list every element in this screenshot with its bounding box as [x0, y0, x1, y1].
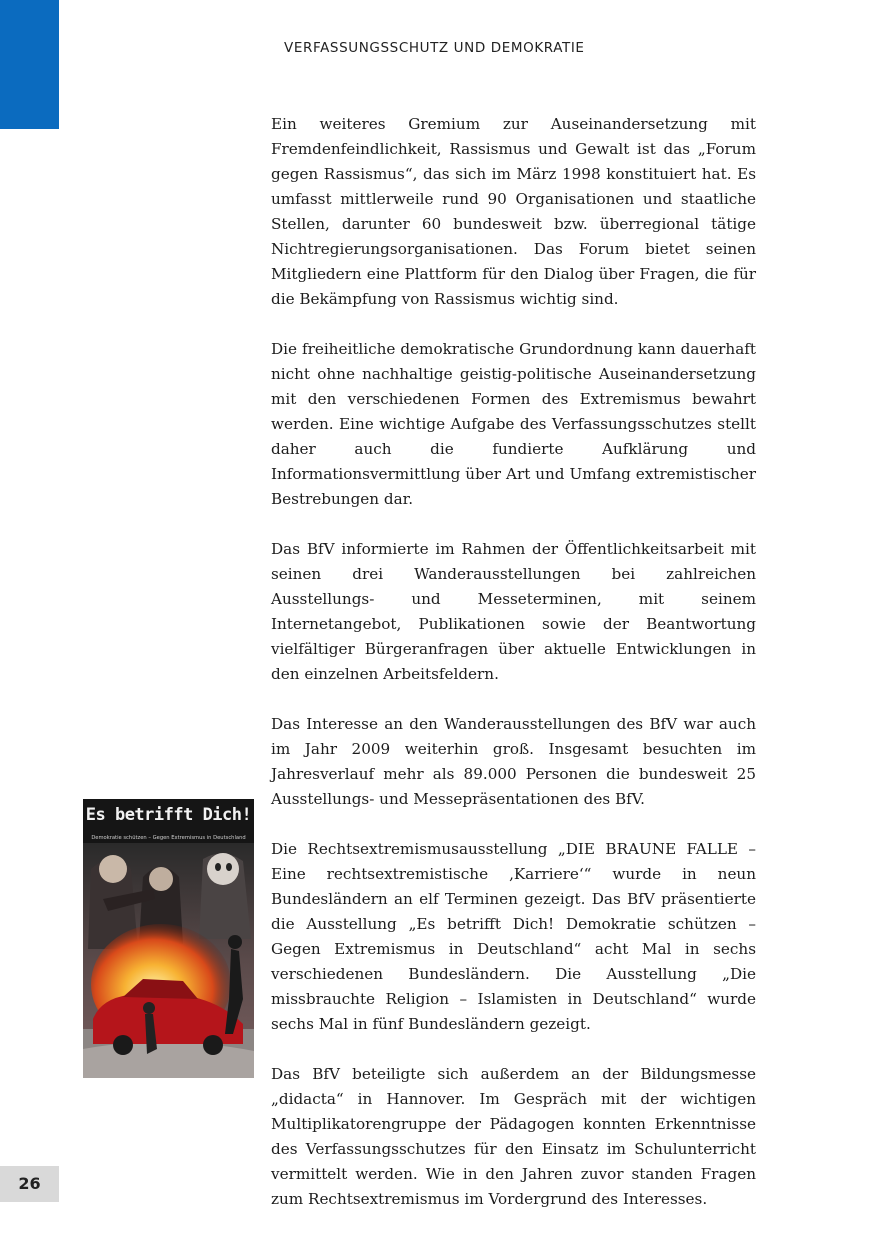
paragraph: Das Interesse an den Wanderausstellungen des BfV war auch im Jahr 2009 weiterhin groß. Insgesamt besuchten im Jahresverlauf mehr als 89.000 Personen die bundesweit 25 Ausstellungs- und Messepräsentationen des BfV. — [271, 715, 756, 808]
paragraph: Die Rechtsextremismusausstellung „DIE BRAUNE FALLE – Eine rechtsextremistische ‚Karriere‘“ wurde in neun Bundesländern an elf Terminen gezeigt. Das BfV präsentierte die Ausstellung „Es betrifft Dich! Demokratie schützen – Gegen Extremismus in Deutschland“ acht Mal in sechs verschiedenen Bundesländern. Die Ausstellung „Die missbrauchte Religion – Islamisten in Deutschland“ wurde sechs Mal in fünf Bundesländern gezeigt. — [271, 840, 756, 1033]
paragraph: Das BfV informierte im Rahmen der Öffentlichkeitsarbeit mit seinen drei Wanderausstellungen bei zahlreichen Ausstellungs- und Messeterminen, mit seinem Internetangebot, Publikationen sowie der Beantwortung vielfältiger Bürgeranfragen über aktuelle Entwicklungen in den einzelnen Arbeitsfeldern. — [271, 540, 756, 683]
paragraph: Das BfV beteiligte sich außerdem an der Bildungsmesse „didacta“ in Hannover. Im Gespräch mit der wichtigen Multiplikatorengruppe der Pädagogen konnten Erkenntnisse des Verfassungsschutzes für den Einsatz im Schulunterricht vermittelt werden. Wie in den Jahren zuvor standen Fragen zum Rechtsextremismus im Vordergrund des Interesses. — [271, 1065, 756, 1208]
chapter-color-tab — [0, 0, 59, 129]
exhibition-poster-image — [83, 799, 254, 1078]
paragraph: Die freiheitliche demokratische Grundordnung kann dauerhaft nicht ohne nachhaltige geistig-politische Auseinandersetzung mit den verschiedenen Formen des Extremismus bewahrt werden. Eine wichtige Aufgabe des Verfassungsschutzes stellt daher auch die fundierte Aufklärung und Informationsvermittlung über Art und Umfang extremistischer Bestrebungen dar. — [271, 340, 756, 508]
poster-artwork — [83, 799, 254, 1078]
poster-subtitle: Demokratie schützen – Gegen Extremismus in Deutschland — [91, 835, 246, 841]
poster-title: Es betrifft Dich! — [85, 805, 252, 825]
body-text — [271, 112, 756, 1237]
page-number: 26 — [18, 1174, 41, 1193]
paragraph: Ein weiteres Gremium zur Auseinandersetzung mit Fremdenfeindlichkeit, Rassismus und Gewalt ist das „Forum gegen Rassismus“, das sich im März 1998 konstituiert hat. Es umfasst mittlerweile rund 90 Organisationen und staatliche Stellen, darunter 60 bundesweit bzw. überregional tätige Nichtregierungsorganisationen. Das Forum bietet seinen Mitgliedern eine Plattform für den Dialog über Fragen, die für die Bekämpfung von Rassismus wichtig sind. — [271, 115, 756, 308]
page-number-box — [0, 1166, 59, 1202]
running-header: VERFASSUNGSSCHUTZ UND DEMOKRATIE — [284, 40, 585, 56]
